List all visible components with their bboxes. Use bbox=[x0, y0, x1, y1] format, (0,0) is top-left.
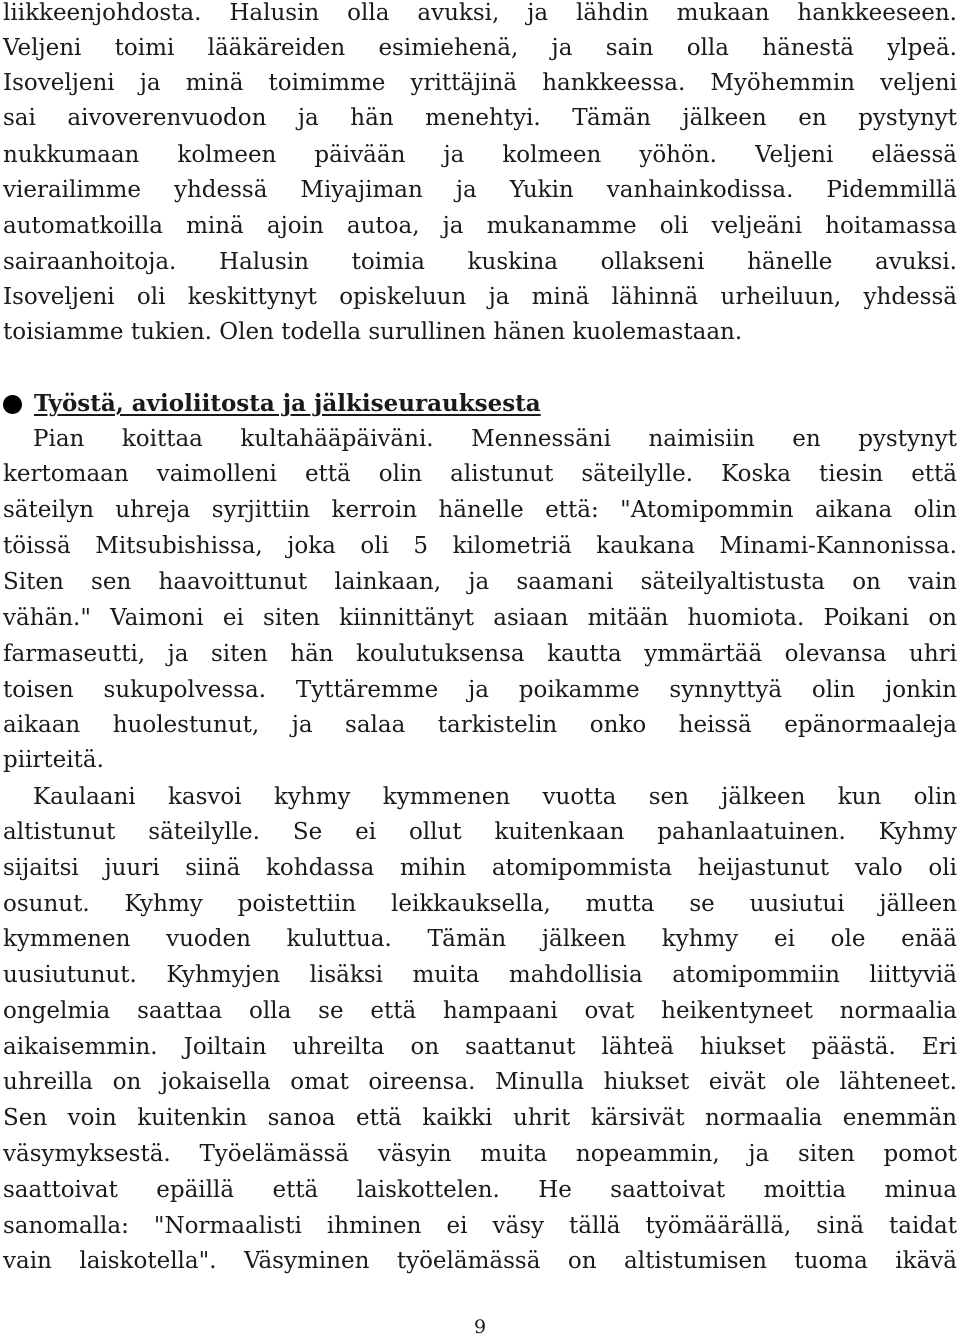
text-line: väsymyksestä. Työelämässä väsyin muita nopeammin, ja siten pomot bbox=[3, 1141, 957, 1167]
text-line: uhreilla on jokaisella omat oireensa. Minulla hiukset eivät ole lähteneet. bbox=[3, 1069, 957, 1095]
text-line: piirteitä. bbox=[3, 747, 104, 773]
text-line: vain laiskotella". Väsyminen työelämässä on altistumisen tuoma ikävä bbox=[3, 1248, 957, 1274]
text-line: saattoivat epäillä että laiskottelen. He saattoivat moittia minua bbox=[3, 1177, 957, 1203]
text-line: Kaulaani kasvoi kyhmy kymmenen vuotta sen jälkeen kun olin bbox=[33, 784, 957, 810]
text-line: farmaseutti, ja siten hän koulutuksensa kautta ymmärtää olevansa uhri bbox=[3, 641, 957, 667]
text-line: toisiamme tukien. Olen todella surullinen hänen kuolemastaan. bbox=[3, 319, 743, 345]
text-line: ongelmia saattaa olla se että hampaani ovat heikentyneet normaalia bbox=[3, 998, 957, 1024]
text-line: sijaitsi juuri siinä kohdassa mihin atomipommista heijastunut valo oli bbox=[3, 855, 957, 881]
text-line: sanomalla: "Normaalisti ihminen ei väsy tällä työmäärällä, sinä taidat bbox=[3, 1213, 957, 1239]
text-line: säteilyn uhreja syrjittiin kerroin hänelle että: "Atomipommin aikana olin bbox=[3, 497, 957, 523]
text-line: kymmenen vuoden kuluttua. Tämän jälkeen kyhmy ei ole enää bbox=[3, 926, 957, 952]
text-line: Veljeni toimi lääkäreiden esimiehenä, ja sain olla hänestä ylpeä. bbox=[3, 35, 957, 61]
text-line: töissä Mitsubishissa, joka oli 5 kilometriä kaukana Minami-Kannonissa. bbox=[3, 533, 957, 559]
text-line: aikaisemmin. Joiltain uhreilta on saattanut lähteä hiukset päästä. Eri bbox=[3, 1034, 957, 1060]
section-heading bbox=[3, 386, 541, 422]
text-line: Pian koittaa kultahääpäiväni. Mennessäni naimisiin en pystynyt bbox=[33, 426, 957, 452]
text-line: sai aivoverenvuodon ja hän menehtyi. Tämän jälkeen en pystynyt bbox=[3, 105, 957, 131]
text-line: uusiutunut. Kyhmyjen lisäksi muita mahdollisia atomipommiin liittyviä bbox=[3, 962, 957, 988]
text-line: Isoveljeni oli keskittynyt opiskeluun ja minä lähinnä urheiluun, yhdessä bbox=[3, 284, 957, 310]
text-line: osunut. Kyhmy poistettiin leikkauksella, mutta se uusiutui jälleen bbox=[3, 891, 957, 917]
section-heading-text: Työstä, avioliitosta ja jälkiseurauksesta bbox=[34, 390, 541, 417]
text-line: vähän." Vaimoni ei siten kiinnittänyt asiaan mitään huomiota. Poikani on bbox=[3, 605, 957, 631]
text-line: Siten sen haavoittunut lainkaan, ja saamani säteilyaltistusta on vain bbox=[3, 569, 957, 595]
text-line: toisen sukupolvessa. Tyttäremme ja poikamme synnyttyä olin jonkin bbox=[3, 677, 957, 703]
text-line: Sen voin kuitenkin sanoa että kaikki uhrit kärsivät normaalia enemmän bbox=[3, 1105, 957, 1131]
text-line: automatkoilla minä ajoin autoa, ja mukanamme oli veljeäni hoitamassa bbox=[3, 213, 957, 239]
text-line: nukkumaan kolmeen päivään ja kolmeen yöhön. Veljeni eläessä bbox=[3, 142, 957, 168]
text-line: liikkeenjohdosta. Halusin olla avuksi, ja lähdin mukaan hankkeeseen. bbox=[3, 0, 957, 26]
text-line: kertomaan vaimolleni että olin alistunut säteilylle. Koska tiesin että bbox=[3, 461, 957, 487]
text-line: altistunut säteilylle. Se ei ollut kuitenkaan pahanlaatuinen. Kyhmy bbox=[3, 819, 957, 845]
page-number: 9 bbox=[473, 1316, 487, 1338]
bullet-icon bbox=[3, 395, 22, 414]
text-line: Isoveljeni ja minä toimimme yrittäjinä hankkeessa. Myöhemmin veljeni bbox=[3, 70, 957, 96]
text-line: vierailimme yhdessä Miyajiman ja Yukin vanhainkodissa. Pidemmillä bbox=[3, 177, 957, 203]
text-line: aikaan huolestunut, ja salaa tarkistelin onko heissä epänormaaleja bbox=[3, 712, 957, 738]
text-line: sairaanhoitoja. Halusin toimia kuskina ollakseni hänelle avuksi. bbox=[3, 249, 957, 275]
